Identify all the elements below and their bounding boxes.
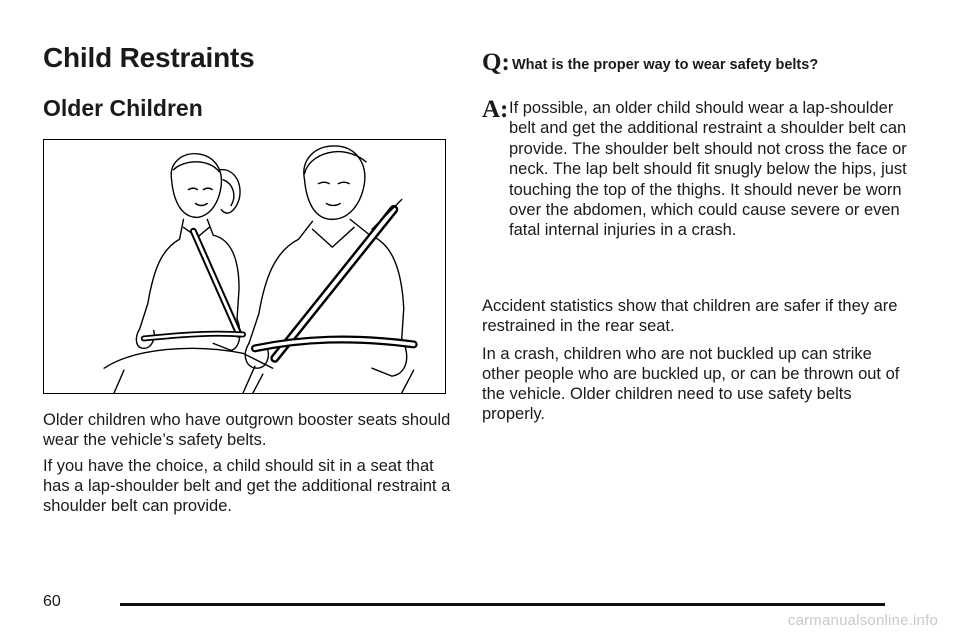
seatbelt-illustration	[44, 140, 445, 393]
girl-ponytail	[219, 170, 240, 213]
answer-text: If possible, an older child should wear a lap-shoulder belt and get the additional restraint a shoulder belt can provide. The shoulder belt should not cross the face or neck. The lap belt should fit snugly below the hips, just touching the top of the thighs. It should never be worn over the abdomen, which could cause severe or even fatal internal injuries in a crash.	[509, 99, 907, 240]
question-text: What is the proper way to wear safety belts?	[512, 57, 819, 73]
girl-head	[171, 154, 221, 218]
illustration-children-seatbelts	[43, 139, 446, 394]
statistics-paragraph: Accident statistics show that children are safer if they are restrained in the rear seat.	[482, 297, 898, 335]
choice-paragraph: If you have the choice, a child should sit in a seat that has a lap-shoulder belt and get the additional restraint a shoulder belt can provide.	[43, 457, 451, 515]
watermark: carmanualsonline.info	[787, 612, 938, 629]
page-title: Child Restraints	[43, 42, 255, 73]
intro-paragraph: Older children who have outgrown booster seats should wear the vehicle’s safety belts.	[43, 411, 451, 449]
answer-block	[482, 97, 912, 241]
crash-paragraph: In a crash, children who are not buckled up can strike other people who are buckled up, or can be thrown out of the vehicle. Older children need to use safety belts properly.	[482, 345, 900, 423]
footer-divider	[120, 603, 885, 606]
question-block	[482, 50, 912, 74]
question-marker: Q:	[482, 49, 510, 76]
answer-marker: A:	[482, 96, 509, 123]
page-number: 60	[43, 593, 61, 610]
boy-head	[304, 146, 365, 219]
section-heading: Older Children	[43, 95, 203, 121]
